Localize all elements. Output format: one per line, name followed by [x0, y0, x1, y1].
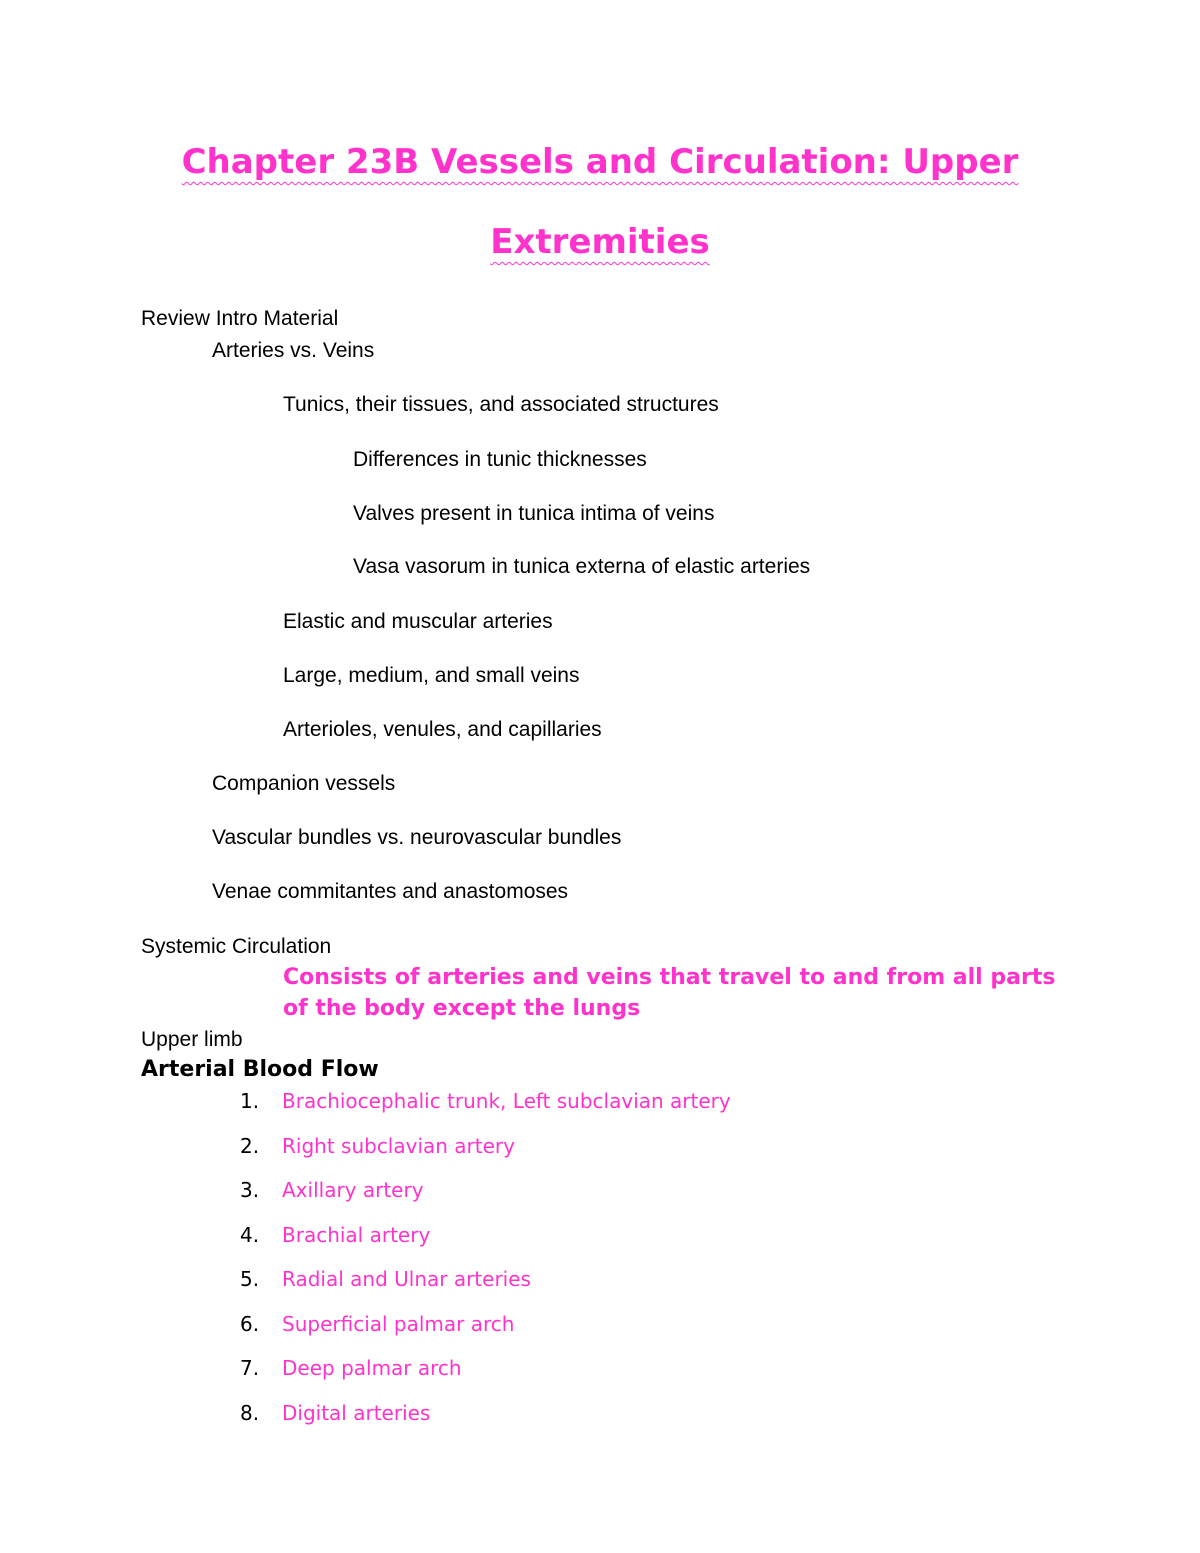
outline-valves: Valves present in tunica intima of veins: [353, 502, 715, 525]
list-item-text: Digital arteries: [282, 1401, 431, 1425]
list-item-number: 1.: [240, 1089, 260, 1113]
outline-vein-sizes: Large, medium, and small veins: [283, 664, 580, 687]
list-item: [240, 1088, 731, 1114]
list-item-text: Right subclavian artery: [282, 1134, 515, 1158]
list-item: [240, 1133, 515, 1159]
list-item-number: 6.: [240, 1312, 260, 1336]
list-item-text: Radial and Ulnar arteries: [282, 1267, 531, 1291]
list-item: [240, 1177, 424, 1203]
list-item-text: Brachial artery: [282, 1223, 431, 1247]
outline-upper-limb: Upper limb: [141, 1028, 243, 1051]
list-item: [240, 1222, 430, 1248]
outline-systemic-circulation: Systemic Circulation: [141, 935, 332, 958]
list-item-number: 2.: [240, 1134, 260, 1158]
list-item-number: 5.: [240, 1267, 260, 1291]
list-item-text: Deep palmar arch: [282, 1356, 462, 1380]
outline-arterioles: Arterioles, venules, and capillaries: [283, 718, 602, 741]
outline-bundles: Vascular bundles vs. neurovascular bundles: [212, 826, 622, 849]
systemic-bullet-text: Consists of arteries and veins that travel to and from all parts of the body except the lungs: [283, 965, 1056, 1021]
outline-tunics: Tunics, their tissues, and associated structures: [283, 393, 719, 416]
list-item: [240, 1355, 462, 1381]
outline-review-intro: Review Intro Material: [141, 307, 339, 330]
outline-arteries-vs-veins: Arteries vs. Veins: [212, 339, 375, 362]
outline-elastic-muscular: Elastic and muscular arteries: [283, 610, 553, 633]
list-item-number: 7.: [240, 1356, 260, 1380]
document-title-line-2: Extremities: [490, 222, 710, 262]
list-item-text: Superficial palmar arch: [282, 1312, 515, 1336]
list-item-number: 8.: [240, 1401, 260, 1425]
outline-venae: Venae commitantes and anastomoses: [212, 880, 569, 903]
list-item: [240, 1311, 514, 1337]
list-item-number: 4.: [240, 1223, 260, 1247]
list-item-text: Brachiocephalic trunk, Left subclavian artery: [282, 1089, 731, 1113]
list-item-text: Axillary artery: [282, 1178, 424, 1202]
arterial-flow-heading: Arterial Blood Flow: [141, 1057, 379, 1082]
outline-vasa-vasorum: Vasa vasorum in tunica externa of elastic arteries: [353, 555, 811, 578]
document-title-line-1: Chapter 23B Vessels and Circulation: Upper: [181, 142, 1019, 182]
list-item-number: 3.: [240, 1178, 260, 1202]
outline-companion-vessels: Companion vessels: [212, 772, 396, 795]
outline-differences: Differences in tunic thicknesses: [353, 448, 647, 471]
list-item: [240, 1400, 430, 1426]
list-item: [240, 1266, 531, 1292]
